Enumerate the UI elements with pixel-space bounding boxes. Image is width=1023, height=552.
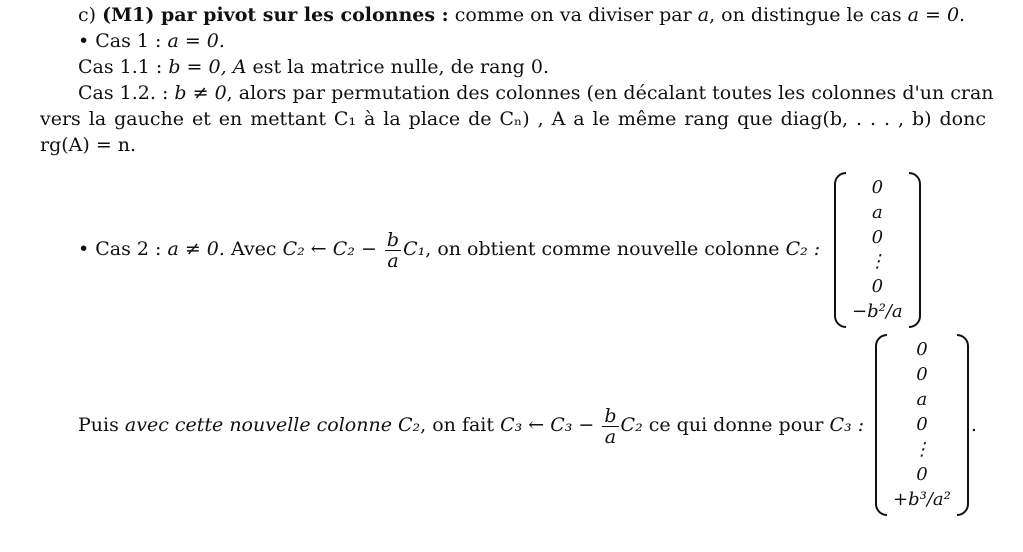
case2-text: , on obtient comme nouvelle colonne: [425, 238, 786, 260]
case11-text: est la matrice nulle, de rang 0.: [246, 56, 550, 78]
vector-entry: 0: [916, 339, 928, 360]
step2-line: [78, 402, 864, 448]
left-paren: [834, 172, 846, 328]
step2-fraction: [602, 406, 618, 447]
vector-entries: [846, 172, 909, 328]
case2-frac-den: a: [387, 249, 399, 272]
step2-puis: Puis: [78, 414, 125, 436]
vector-entry: −b²/a: [852, 300, 903, 322]
case12-cond: b ≠ 0: [174, 82, 227, 104]
right-paren: [909, 172, 921, 328]
case2-target: C₂ :: [785, 238, 821, 260]
case2-frac-num: b: [386, 228, 400, 251]
vector-entry: 0: [871, 276, 884, 298]
vector-entry: +b³/a²: [893, 489, 951, 510]
case12-line1: [78, 80, 994, 106]
case12-label: Cas 1.2. :: [78, 82, 175, 104]
vector-entry: 0: [916, 414, 928, 435]
step2-text: ce qui donne pour: [642, 414, 830, 436]
case12-text: , alors par permutation des colonnes (en décalant toutes les colonnes d'un cran: [226, 82, 994, 104]
case11-line: [78, 54, 549, 80]
case1-label: • Cas 1 :: [78, 30, 168, 52]
step2-fait: , on fait: [420, 414, 501, 436]
case2-line: [78, 226, 820, 272]
heading-bold: (M1) par pivot sur les colonnes :: [102, 4, 449, 26]
vector-entry: 0: [871, 177, 884, 198]
vector-entry: a: [916, 389, 928, 410]
case12-line3: rg(A) = n.: [40, 134, 137, 156]
step2-lhs: C₃ ← C₃ −: [500, 414, 601, 436]
heading-cond: a = 0.: [907, 4, 966, 26]
case1-cond: a = 0.: [167, 30, 225, 52]
heading-line: [78, 2, 965, 28]
case2-column-vector: [834, 172, 921, 328]
step2-italic: avec cette nouvelle colonne: [124, 414, 398, 436]
heading-var-a: a: [697, 4, 710, 26]
heading-tail: , on distingue le cas: [709, 4, 908, 26]
step2-target: C₃ :: [829, 414, 865, 436]
case1-line: [78, 28, 225, 54]
case2-avec: Avec: [224, 238, 283, 260]
case2-cond: a ≠ 0.: [167, 238, 225, 260]
right-paren: [957, 334, 969, 516]
step2-c2: C₂: [398, 414, 421, 436]
heading-rest: comme on va diviser par: [448, 4, 698, 26]
vector-entries: [887, 334, 957, 516]
case2-rhs: C₁: [403, 238, 426, 260]
step2-frac-den: a: [604, 425, 617, 448]
case2-label: • Cas 2 :: [78, 238, 168, 260]
vector-entry: 0: [871, 226, 884, 248]
step2-period: .: [970, 414, 977, 436]
case2-lhs: C₂ ← C₂ −: [282, 238, 383, 260]
vector-entry: ⋮: [868, 251, 887, 273]
case11-label: Cas 1.1 :: [78, 56, 169, 78]
heading-prefix: c): [78, 4, 103, 26]
step2-column-vector: [875, 334, 977, 516]
left-paren: [875, 334, 887, 516]
vector-entry: 0: [916, 464, 928, 485]
vector-entry: a: [871, 201, 883, 223]
case2-fraction: [385, 230, 401, 271]
vector-entry: ⋮: [912, 439, 931, 460]
vector-entry: 0: [916, 364, 928, 385]
step2-rhs: C₂: [620, 414, 643, 436]
step2-frac-num: b: [604, 404, 617, 427]
case11-cond: b = 0, A: [168, 56, 247, 78]
case12-line2: vers la gauche et en mettant C₁ à la place de Cₙ) , A a le même rang que diag(b, . . . , b) donc: [40, 108, 986, 130]
